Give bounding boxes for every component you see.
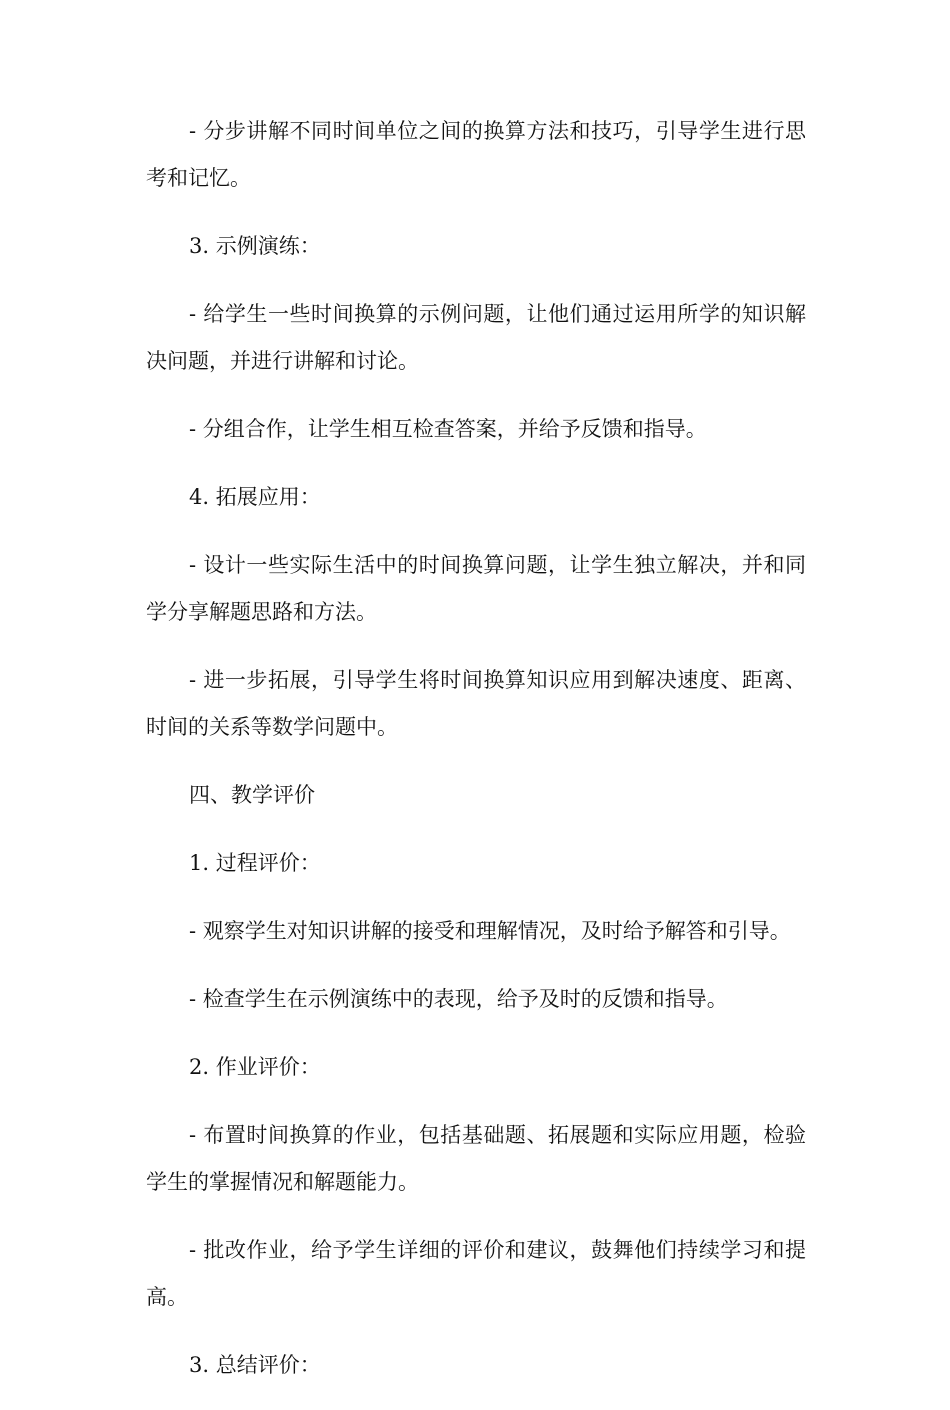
paragraph-real-life-problems: - 设计一些实际生活中的时间换算问题，让学生独立解决，并和同学分享解题思路和方法。: [146, 553, 806, 624]
paragraph-example-problems: - 给学生一些时间换算的示例问题，让他们通过运用所学的知识解决问题，并进行讲解和讨论。: [146, 302, 806, 373]
document-page: [146, 108, 806, 1410]
paragraph-check-performance: - 检查学生在示例演练中的表现，给予及时的反馈和指导。: [189, 987, 728, 1011]
heading-example-practice: 3. 示例演练：: [189, 234, 321, 258]
section-heading-teaching-evaluation: 四、教学评价: [189, 783, 315, 807]
heading-extended-application: 4. 拓展应用：: [189, 485, 321, 509]
heading-homework-evaluation: 2. 作业评价：: [189, 1055, 321, 1079]
paragraph-further-extension: - 进一步拓展，引导学生将时间换算知识应用到解决速度、距离、时间的关系等数学问题中。: [146, 668, 806, 739]
paragraph-grade-homework: - 批改作业，给予学生详细的评价和建议，鼓舞他们持续学习和提高。: [146, 1238, 806, 1309]
paragraph-observe-students: - 观察学生对知识讲解的接受和理解情况，及时给予解答和引导。: [189, 919, 791, 943]
paragraph-conversion-methods: - 分步讲解不同时间单位之间的换算方法和技巧，引导学生进行思考和记忆。: [146, 119, 806, 190]
heading-summary-evaluation: 3. 总结评价：: [189, 1353, 321, 1377]
paragraph-assign-homework: - 布置时间换算的作业，包括基础题、拓展题和实际应用题，检验学生的掌握情况和解题能力。: [146, 1123, 806, 1194]
heading-process-evaluation: 1. 过程评价：: [189, 851, 321, 875]
paragraph-group-work: - 分组合作，让学生相互检查答案，并给予反馈和指导。: [189, 417, 707, 441]
